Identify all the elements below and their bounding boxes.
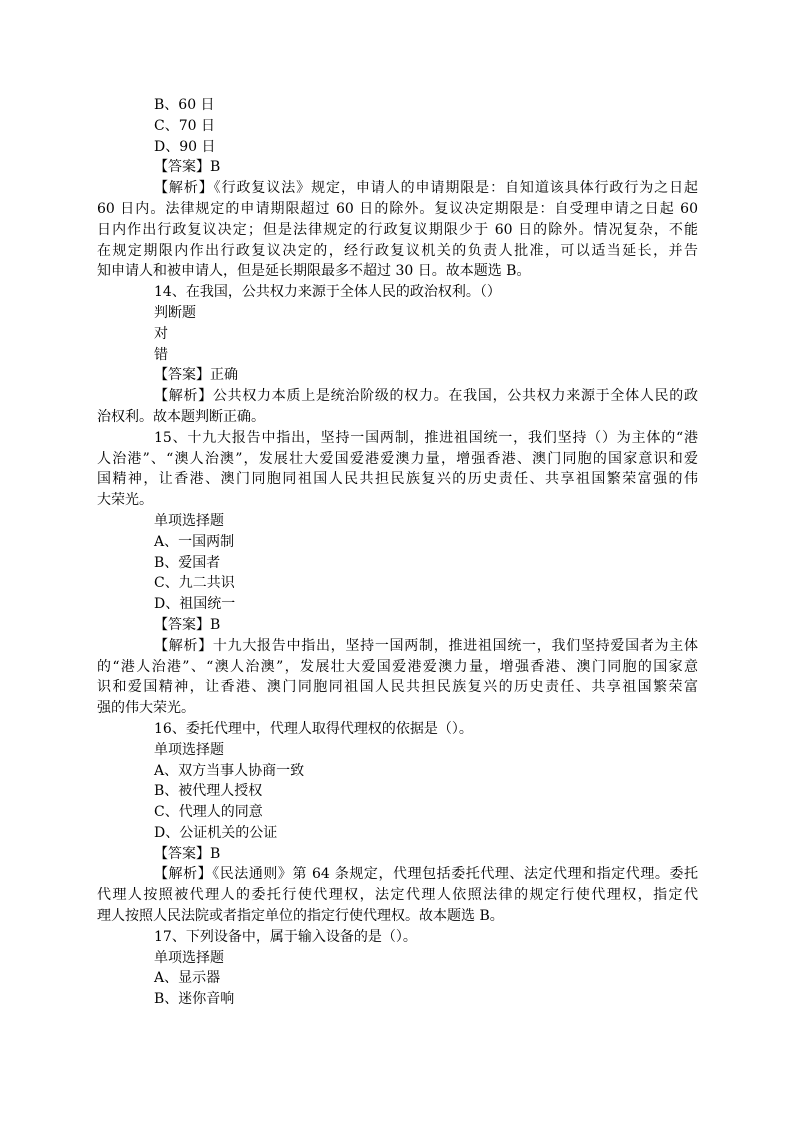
q16-option-a: A、双方当事人协商一致 [154,762,305,779]
q14-answer: 【答案】正确 [154,367,238,384]
q14-stem: 14、在我国，公共权力来源于全体人民的政治权利。（） [154,284,501,301]
q15-stem-line-4: 大荣光。 [97,492,153,509]
document-content [97,95,698,1010]
q15-analysis-line-2: 的“港人治港”、“澳人治澳”，发展壮大爱国爱港爱澳力量，增强香港、澳门同胞的国家意 [97,658,698,675]
q13-answer: 【答案】B [154,159,221,176]
q13-option-c: C、70 日 [154,117,215,134]
q16-option-d: D、公证机关的公证 [154,824,278,841]
q16-option-b: B、被代理人授权 [154,783,263,800]
q15-option-c: C、九二共识 [154,575,235,592]
q14-type: 判断题 [154,304,196,321]
q14-option-false: 错 [154,346,168,363]
q16-analysis-line-2: 代理人按照被代理人的委托行使代理权，法定代理人依照法律的规定行使代理权，指定代 [97,887,698,904]
q15-option-b: B、爱国者 [154,554,221,571]
q17-option-b: B、迷你音响 [154,991,235,1008]
q17-stem: 17、下列设备中，属于输入设备的是（）。 [154,928,417,945]
q16-stem: 16、委托代理中，代理人取得代理权的依据是（）。 [154,720,473,737]
q15-stem-line-2: 人治港”、“澳人治澳”，发展壮大爱国爱港爱澳力量，增强香港、澳门同胞的国家意识和爱 [97,450,698,467]
q15-analysis-line-3: 识和爱国精神，让香港、澳门同胞同祖国人民共担民族复兴的历史责任、共享祖国繁荣富 [97,679,698,696]
q17-type: 单项选择题 [154,949,224,966]
q17-option-a: A、显示器 [154,970,221,987]
q13-analysis-line-5: 知申请人和被申请人，但是延长期限最多不超过 30 日。故本题选 B。 [97,263,531,280]
q16-option-c: C、代理人的同意 [154,804,263,821]
q14-analysis-line-1: 【解析】公共权力本质上是统治阶级的权力。在我国，公共权力来源于全体人民的政 [154,388,698,405]
q15-type: 单项选择题 [154,512,224,529]
q15-option-a: A、一国两制 [154,533,235,550]
q14-analysis-line-2: 治权利。故本题判断正确。 [97,408,265,425]
q14-option-true: 对 [154,325,168,342]
q15-analysis-line-4: 强的伟大荣光。 [97,700,195,717]
q16-type: 单项选择题 [154,741,224,758]
q15-analysis-line-1: 【解析】十九大报告中指出，坚持一国两制，推进祖国统一，我们坚持爱国者为主体 [154,637,698,654]
q13-option-b: B、60 日 [154,97,215,113]
q16-answer: 【答案】B [154,845,221,862]
q13-analysis-line-4: 在规定期限内作出行政复议决定的，经行政复议机关的负责人批准，可以适当延长，并告 [97,242,698,259]
q13-option-d: D、90 日 [154,138,216,155]
q15-answer: 【答案】B [154,616,221,633]
q15-stem-line-3: 国精神，让香港、澳门同胞同祖国人民共担民族复兴的历史责任、共享祖国繁荣富强的伟 [97,471,698,488]
q16-analysis-line-1: 【解析】《民法通则》第 64 条规定，代理包括委托代理、法定代理和指定代理。委托 [154,866,698,883]
q16-analysis-line-3: 理人按照人民法院或者指定单位的指定行使代理权。故本题选 B。 [97,908,504,925]
q13-analysis-line-1: 【解析】《行政复议法》规定，申请人的申请期限是：自知道该具体行政行为之日起 [154,180,698,197]
q13-analysis-line-2: 60 日内。法律规定的申请期限超过 60 日的除外。复议决定期限是：自受理申请之日起 60 [97,200,698,217]
q15-option-d: D、祖国统一 [154,596,236,613]
q13-analysis-line-3: 日内作出行政复议决定；但是法律规定的行政复议期限少于 60 日的除外。情况复杂，不能 [97,221,698,238]
q15-stem-line-1: 15、十九大报告中指出，坚持一国两制，推进祖国统一，我们坚持（）为主体的“港 [154,429,698,446]
